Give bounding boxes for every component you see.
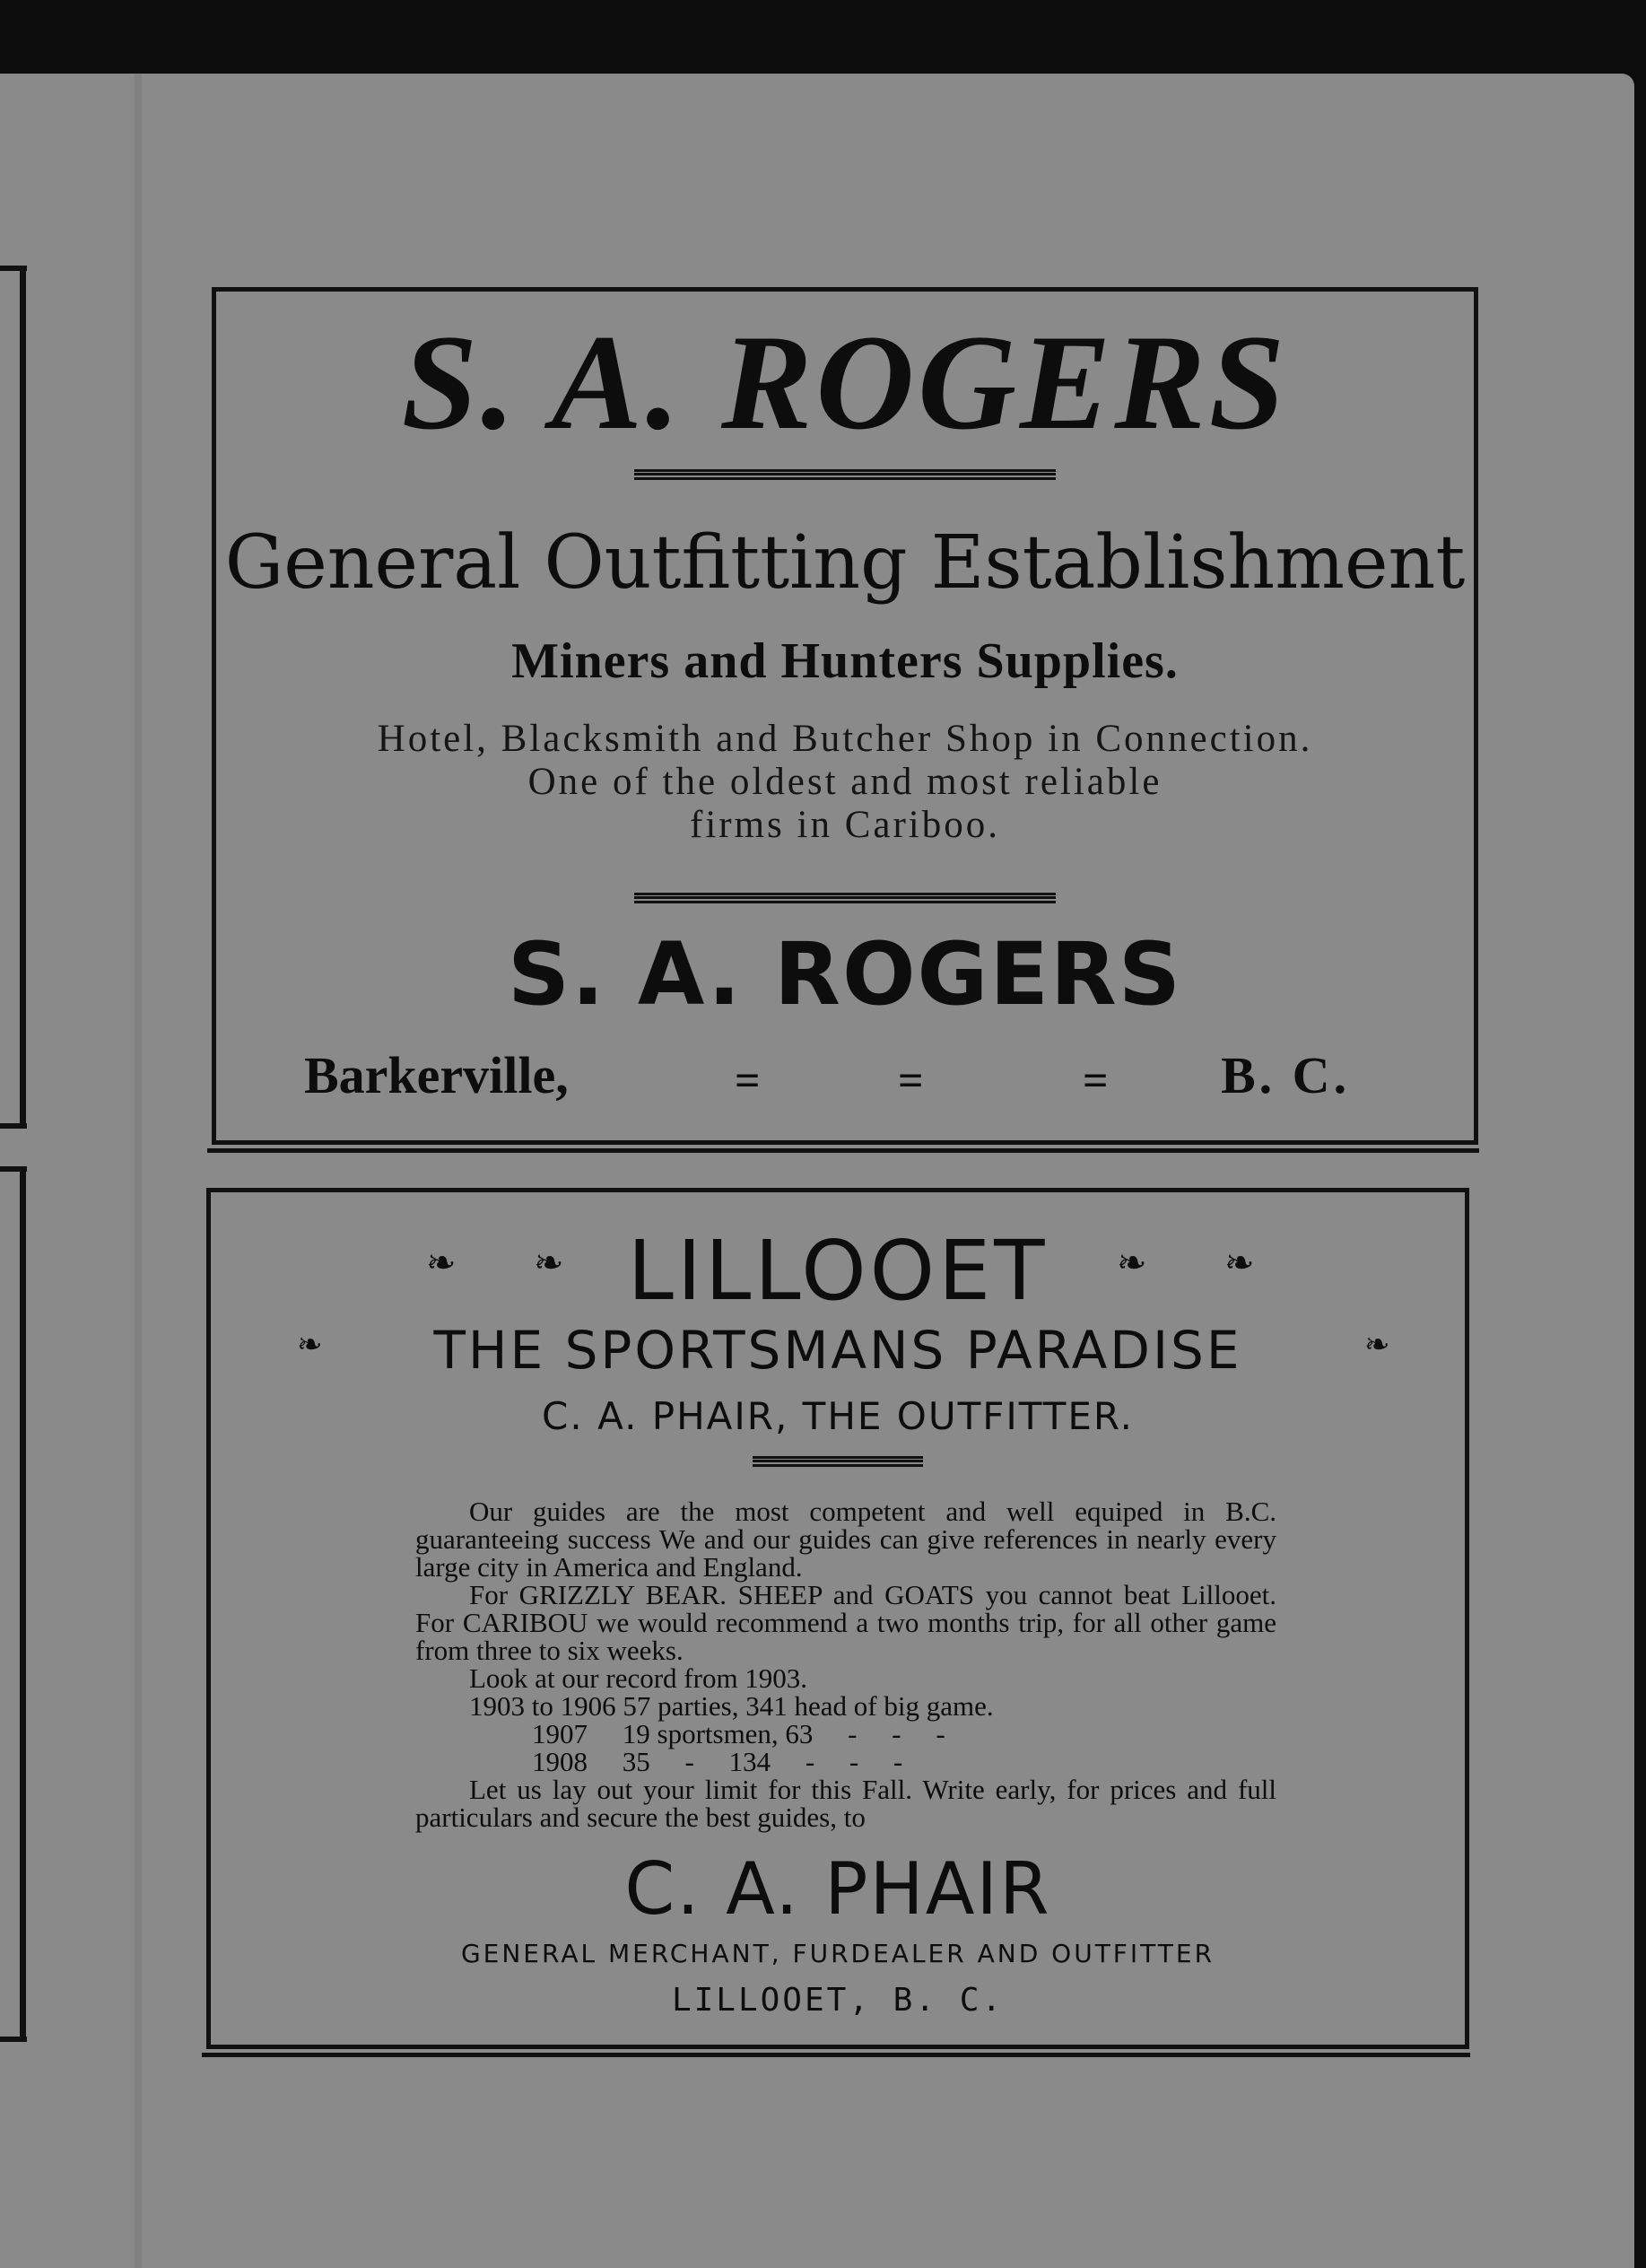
phair-location: LILLOOET, B. C. [671,1982,1005,2019]
decorative-rule [634,893,1056,903]
rogers-name: S. A. ROGERS [508,924,1182,1025]
rogers-description-line: One of the oldest and most reliable [527,761,1163,803]
left-page-border-fragment [20,266,26,1127]
phair-record-line: 1907 19 sportsmen, 63 - - - [532,1718,945,1749]
separator-mark: = [1083,1055,1109,1105]
fleuron-icon: ❧ [426,1243,457,1284]
fleuron-icon: ❧ [1224,1243,1255,1284]
phair-paragraph: Our guides are the most competent and well equiped in B.C. guaranteeing success We and our guides can give references in nearly every large city in America and England. [415,1496,1276,1583]
fleuron-icon: ❧ [1364,1327,1390,1363]
rogers-description-line: firms in Cariboo. [690,804,1000,846]
left-page-border-fragment [0,2037,27,2042]
separator-mark: = [735,1055,761,1105]
rogers-town: Barkerville, [304,1046,569,1104]
lillooet-title: LILLOOET [627,1223,1049,1319]
rogers-subheading: Miners and Hunters Supplies. [511,633,1179,689]
phair-name: C. A. PHAIR [624,1847,1051,1931]
phair-paragraph: For GRIZZLY BEAR. SHEEP and GOATS you cannot beat Lillooet. For CARIBOU we would recommend a two months trip, for all other game from three to six weeks. [415,1579,1276,1666]
decorative-rule [753,1456,923,1467]
phair-paragraph: Look at our record from 1903. [469,1662,808,1694]
rogers-province: B. C. [1221,1046,1351,1104]
phair-occupation: GENERAL MERCHANT, FURDEALER AND OUTFITTER [460,1939,1215,1968]
left-page-border-fragment [0,1123,27,1129]
phair-tagline: C. A. PHAIR, THE OUTFITTER. [542,1394,1134,1438]
rogers-description-line: Hotel, Blacksmith and Butcher Shop in Connection. [377,718,1313,760]
rogers-description [216,718,1474,847]
lillooet-subtitle: THE SPORTSMANS PARADISE [433,1320,1242,1381]
decorative-rule [634,469,1056,480]
rogers-heading: General Outfitting Establishment [224,520,1466,606]
left-page-border-fragment [20,1166,26,2041]
fleuron-icon: ❧ [534,1243,564,1284]
fleuron-icon: ❧ [1117,1243,1147,1284]
phair-advertisement [206,1188,1469,2049]
phair-record-line: 1903 to 1906 57 parties, 341 head of big game. [469,1690,994,1722]
separator-mark: = [898,1055,924,1105]
fleuron-icon: ❧ [297,1327,323,1363]
phair-record-line: 1908 35 - 134 - - - [532,1746,903,1777]
phair-body-text [415,1497,1276,1831]
rogers-title: S. A. ROGERS [401,307,1289,458]
phair-paragraph: Let us lay out your limit for this Fall. Write early, for prices and full particulars and secure the best guides, to [415,1774,1276,1833]
page-gutter [135,74,142,2268]
rogers-advertisement [212,287,1478,1145]
